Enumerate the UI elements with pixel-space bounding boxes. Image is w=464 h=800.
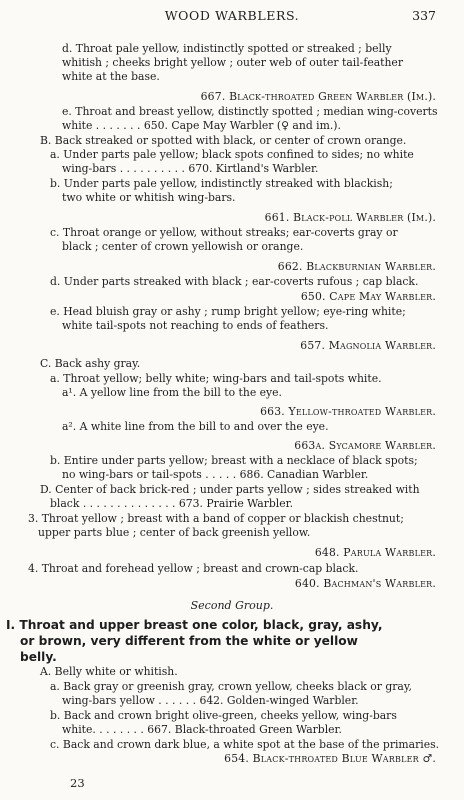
running-title: WOOD WARBLERS.: [164, 8, 300, 23]
key-line: white tail-spots not reaching to ends of feathers.: [62, 319, 329, 332]
key-line: wing-bars . . . . . . . . . . 670. Kirtland's Warbler.: [62, 162, 319, 175]
key-line: e. Head bluish gray or ashy ; rump bright yellow; eye-ring white;: [50, 305, 406, 318]
key-line: d. Under parts streaked with black ; ear-coverts rufous ; cap black.: [50, 275, 419, 288]
group-heading: Second Group.: [190, 599, 274, 612]
species-entry: 662. Blackburnian Warbler.: [277, 260, 436, 273]
species-entry: 667. Black-throated Green Warbler (Im.).: [200, 90, 436, 103]
key-line: d. Throat pale yellow, indistinctly spotted or streaked ; belly: [62, 42, 392, 55]
key-line: b. Back and crown bright olive-green, cheeks yellow, wing-bars: [50, 709, 397, 722]
key-line: whitish ; cheeks bright yellow ; outer web of outer tail-feather: [62, 56, 403, 69]
key-line: white at the base.: [62, 70, 160, 83]
key-line: A. Belly white or whitish.: [40, 665, 178, 678]
key-line: a². A white line from the bill to and over the eye.: [62, 420, 329, 433]
species-entry: 657. Magnolia Warbler.: [300, 339, 436, 352]
key-line: 4. Throat and forehead yellow ; breast and crown-cap black.: [28, 562, 359, 575]
key-line: 3. Throat yellow ; breast with a band of copper or blackish chestnut;: [28, 512, 404, 525]
key-line: C. Back ashy gray.: [40, 357, 141, 370]
key-line: wing-bars yellow . . . . . . 642. Golden-winged Warbler.: [62, 694, 359, 707]
key-line: white . . . . . . . 650. Cape May Warbler (♀ and im.).: [62, 119, 341, 132]
key-line: black ; center of crown yellowish or orange.: [62, 240, 304, 253]
key-line: e. Throat and breast yellow, distinctly spotted ; median wing-coverts: [62, 105, 438, 118]
species-entry: 640. Bachman's Warbler.: [294, 577, 436, 590]
species-entry: 648. Parula Warbler.: [314, 546, 436, 559]
key-line: D. Center of back brick-red ; under parts yellow ; sides streaked with: [40, 483, 420, 496]
species-entry: 663a. Sycamore Warbler.: [294, 439, 436, 452]
key-line: no wing-bars or tail-spots . . . . . 686. Canadian Warbler.: [62, 468, 369, 481]
key-line: two white or whitish wing-bars.: [62, 191, 236, 204]
species-entry: 663. Yellow-throated Warbler.: [260, 405, 436, 418]
key-line: c. Back and crown dark blue, a white spot at the base of the primaries.: [50, 738, 440, 751]
key-line: B. Back streaked or spotted with black, or center of crown orange.: [40, 134, 407, 147]
key-line: c. Throat orange or yellow, without streaks; ear-coverts gray or: [50, 226, 398, 239]
key-line: a¹. A yellow line from the bill to the eye.: [62, 386, 282, 399]
key-line: white. . . . . . . . 667. Black-throated Green Warbler.: [62, 723, 342, 736]
section-heading-line: belly.: [20, 650, 57, 664]
key-line: a. Back gray or greenish gray, crown yellow, cheeks black or gray,: [50, 680, 412, 693]
key-line: b. Under parts pale yellow, indistinctly streaked with blackish;: [50, 177, 393, 190]
species-entry: 654. Black-throated Blue Warbler ♂.: [224, 752, 436, 765]
species-entry: 661. Black-poll Warbler (Im.).: [264, 211, 436, 224]
key-line: upper parts blue ; center of back greenish yellow.: [38, 526, 311, 539]
section-heading-line: I. Throat and upper breast one color, black, gray, ashy,: [6, 618, 383, 632]
key-line: black . . . . . . . . . . . . . . 673. Prairie Warbler.: [50, 497, 294, 510]
section-heading-line: or brown, very different from the white or yellow: [20, 634, 358, 648]
key-line: a. Under parts pale yellow; black spots confined to sides; no white: [50, 148, 414, 161]
page-number: 337: [412, 8, 436, 23]
species-entry: 650. Cape May Warbler.: [300, 290, 436, 303]
signature-mark: 23: [70, 776, 85, 790]
key-line: b. Entire under parts yellow; breast with a necklace of black spots;: [50, 454, 418, 467]
key-line: a. Throat yellow; belly white; wing-bars and tail-spots white.: [50, 372, 382, 385]
